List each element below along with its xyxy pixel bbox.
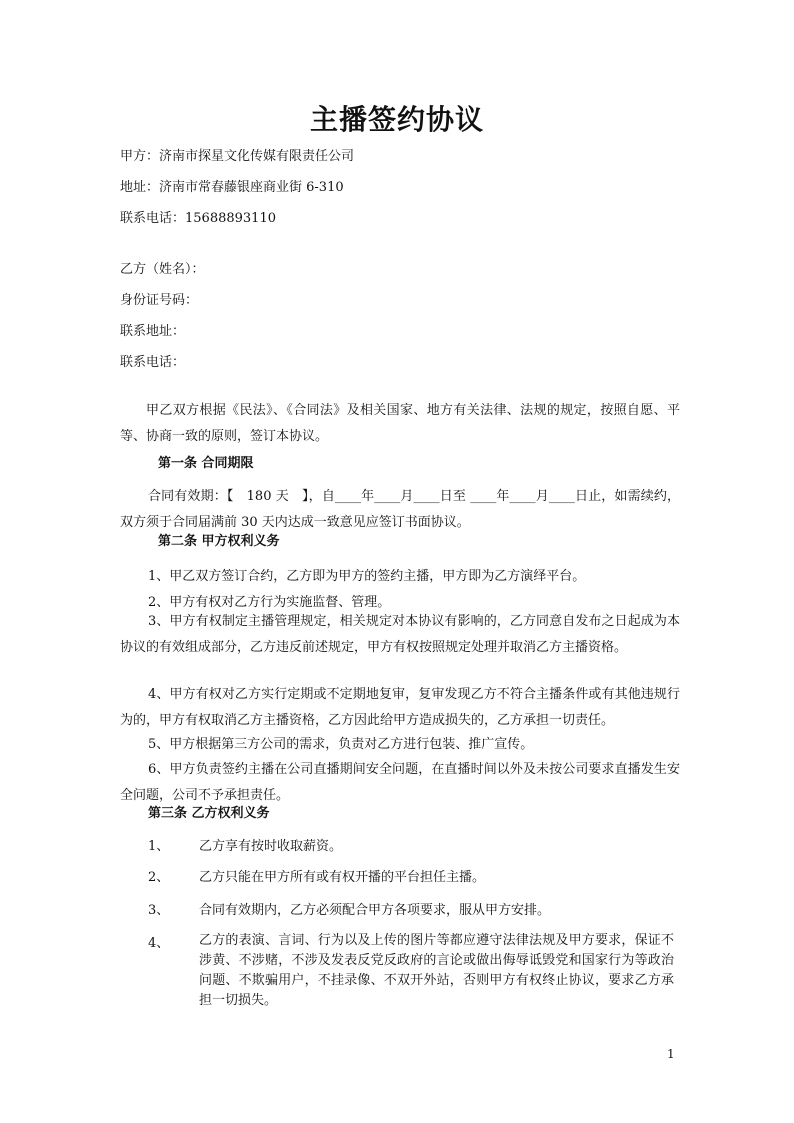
page-number: 1 xyxy=(667,1047,675,1061)
article-3-item-text: 乙方只能在甲方所有或有权开播的平台担任主播。 xyxy=(199,870,486,885)
article-3-item-number: 1、 xyxy=(148,839,170,854)
article-2-item: 3、甲方有权制定主播管理规定，相关规定对本协议有影响的，乙方同意自发布之日起成为本协议的有效组成部分，乙方违反前述规定，甲方有权按照规定处理并取消乙方主播资格。 xyxy=(120,614,680,655)
article-3-item-number: 2、 xyxy=(148,870,170,885)
article-3-item-text: 合同有效期内，乙方必须配合甲方各项要求，服从甲方安排。 xyxy=(199,903,551,918)
article-2-item: 4、甲方有权对乙方实行定期或不定期地复审，复审发现乙方不符合主播条件或有其他违规行为的，甲方有权取消乙方主播资格，乙方因此给甲方造成损失的，乙方承担一切责任。 xyxy=(120,687,680,728)
party-a-name: 甲方：济南市探星文化传媒有限责任公司 xyxy=(120,149,355,164)
article-2-item: 1、甲乙双方签订合约，乙方即为甲方的签约主播，甲方即为乙方演绎平台。 xyxy=(148,569,586,584)
article-2-item: 2、甲方有权对乙方行为实施监督、管理。 xyxy=(148,595,391,610)
article-3-item-text: 乙方享有按时收取薪资。 xyxy=(199,839,343,854)
article-1-text: 合同有效期：【 180 天 】，自____年____月____日至 ____年____月____日止，如需续约，双方须于合同届满前 30 天内达成一致意见应签订书面协议。 xyxy=(120,489,680,530)
article-3-item-number: 3、 xyxy=(148,903,170,918)
article-1-heading: 第一条 合同期限 xyxy=(158,456,254,471)
party-b-id: 身份证号码： xyxy=(120,293,199,308)
party-b-name: 乙方（姓名）： xyxy=(120,262,205,277)
article-2-item: 6、甲方负责签约主播在公司直播期间安全问题，在直播时间以外及未按公司要求直播发生安全问题，公司不予承担责任。 xyxy=(120,762,680,803)
article-3-item-text: 乙方的表演、言词、行为以及上传的图片等都应遵守法律法规及甲方要求，保证不涉黄、不涉赌，不涉及发表反党反政府的言论或做出侮辱诋毁党和国家行为等政治问题、不欺骗用户，不挂录像、不双开外站，否则甲方有权终止协议，要求乙方承担一切损失。 xyxy=(199,933,674,1008)
article-3-item-number: 4、 xyxy=(148,936,170,951)
party-b-address: 联系地址： xyxy=(120,324,186,339)
party-b-phone: 联系电话： xyxy=(120,355,186,370)
article-2-heading: 第二条 甲方权利义务 xyxy=(158,534,280,549)
party-a-address: 地址：济南市常春藤银座商业街 6-310 xyxy=(120,180,344,195)
article-2-item: 5、甲方根据第三方公司的需求，负责对乙方进行包装、推广宣传。 xyxy=(148,737,534,752)
article-3-heading: 第三条 乙方权利义务 xyxy=(148,806,270,821)
party-a-phone: 联系电话：15688893110 xyxy=(120,211,276,226)
document-title: 主播签约协议 xyxy=(309,103,484,136)
preamble: 甲乙双方根据《民法》、《合同法》及相关国家、地方有关法律、法规的规定，按照自愿、平等、协商一致的原则，签订本协议。 xyxy=(120,403,680,444)
